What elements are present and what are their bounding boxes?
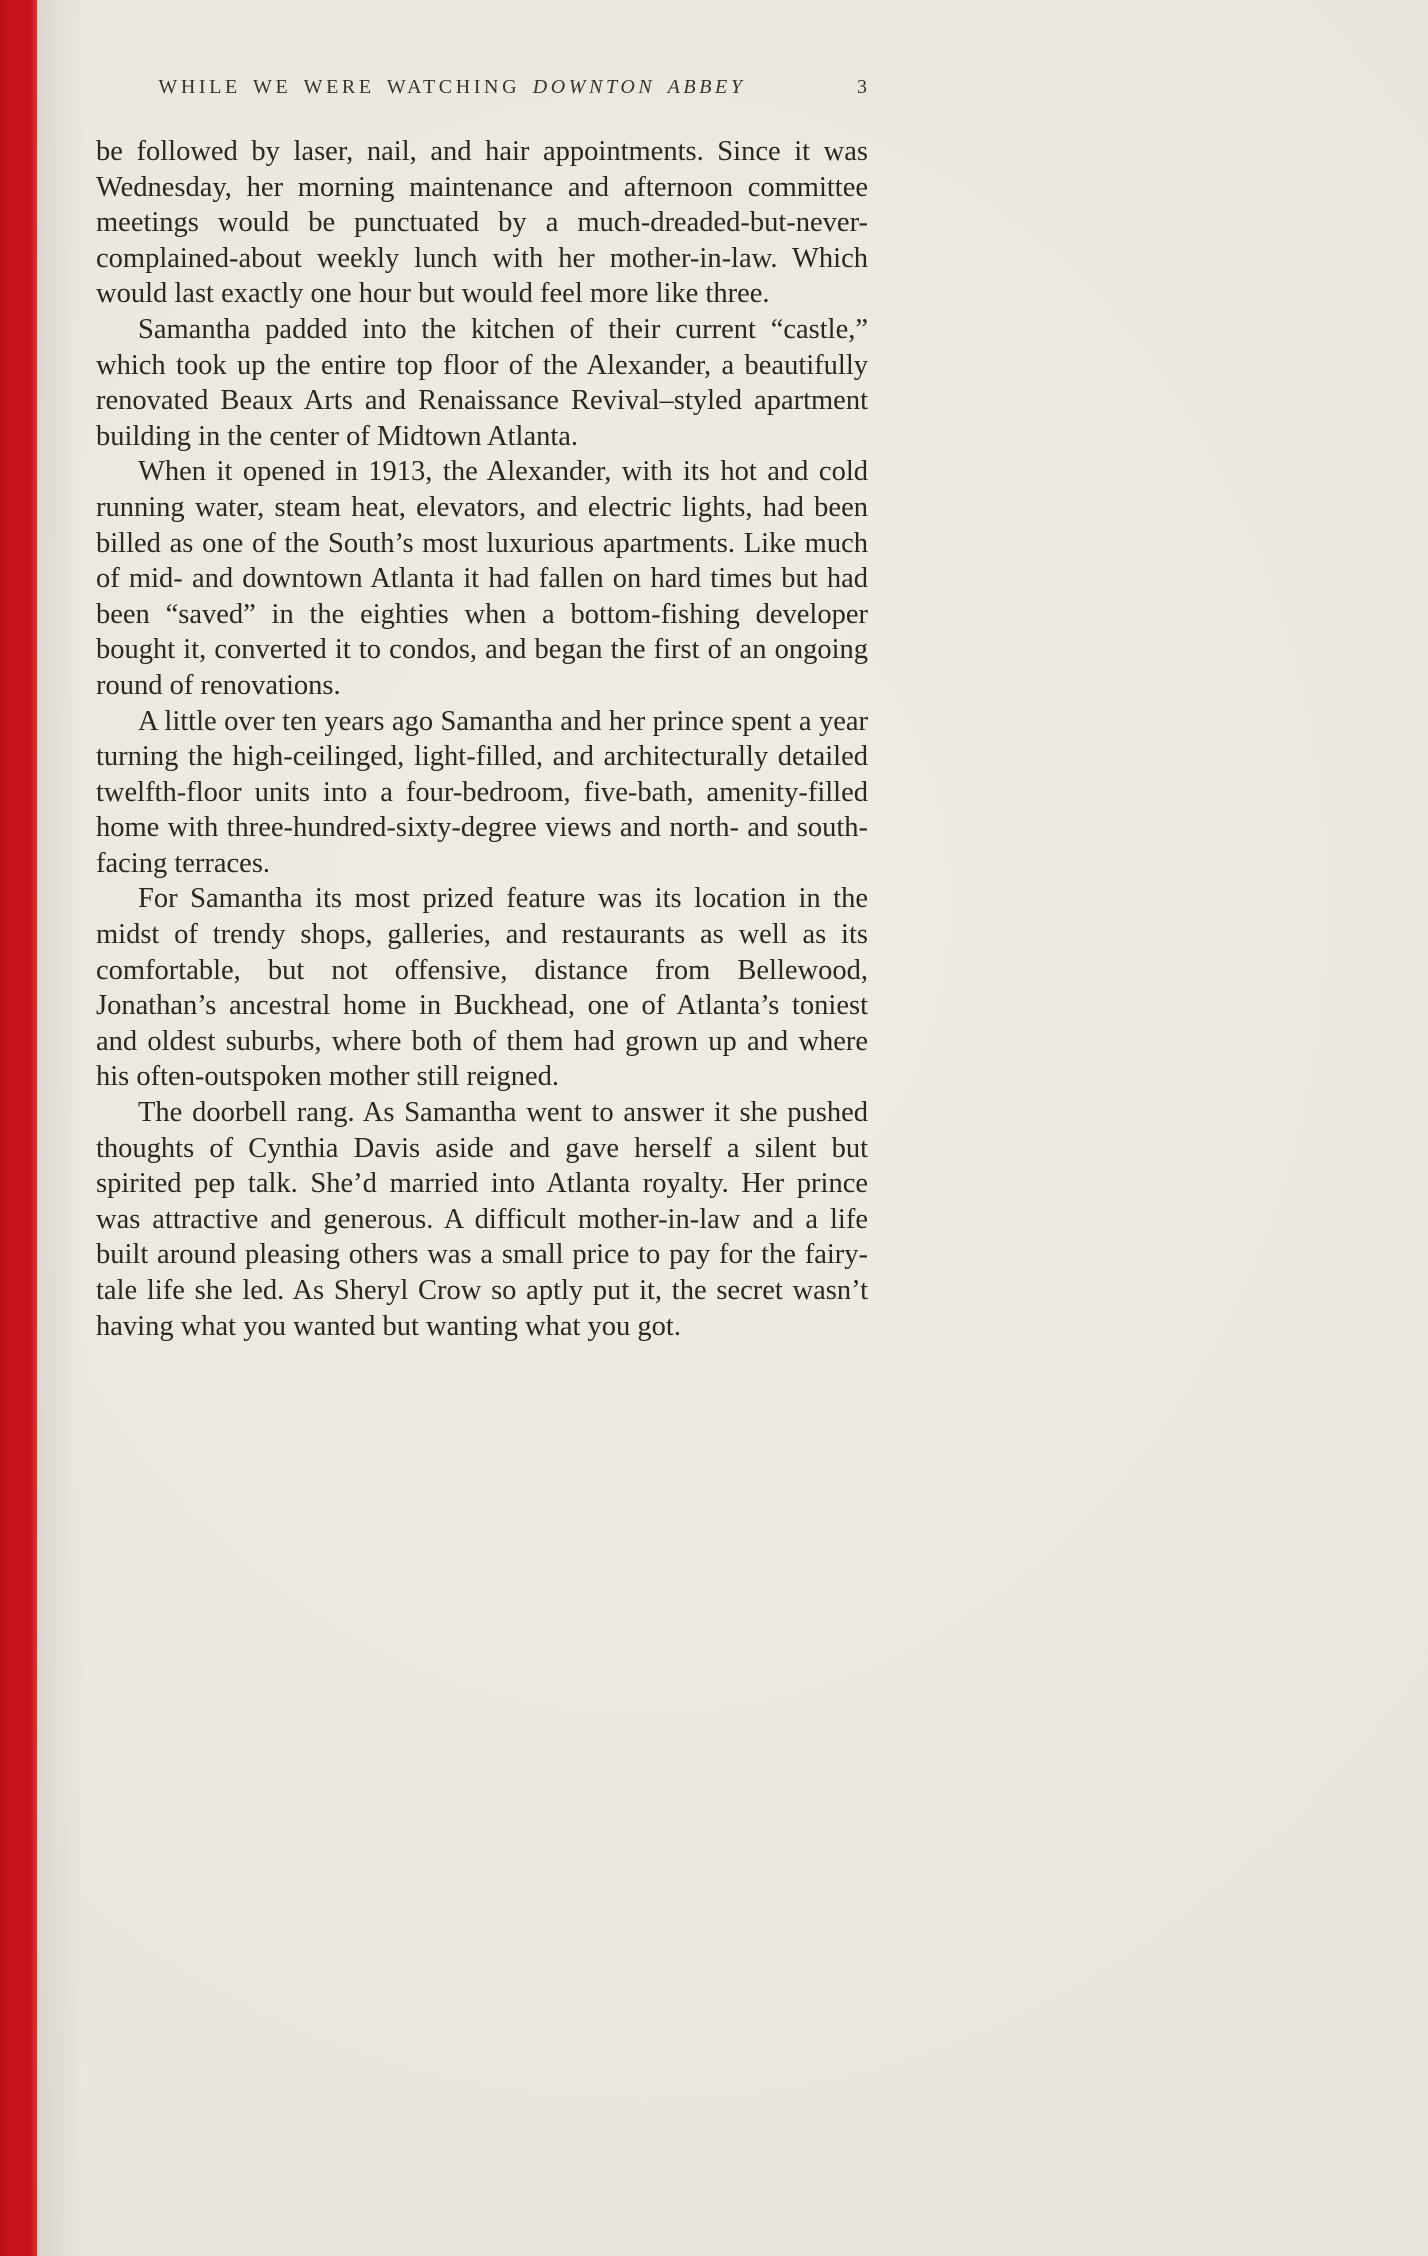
body-text [96, 134, 868, 1344]
paragraph: A little over ten years ago Samantha and her prince spent a year turning the high-ceilinged, light-filled, and architecturally detailed twelfth-floor units into a four-bedroom, five-bath, amenity-filled home with three-hundred-sixty-degree views and north- and south-facing terraces. [96, 705, 868, 879]
running-title [96, 76, 808, 99]
running-title-text: WHILE WE WERE WATCHING [158, 76, 533, 98]
paragraph: be followed by laser, nail, and hair appointments. Since it was Wednesday, her morning maintenance and afternoon committee meetings would be punctuated by a much-dreaded-but-never-complained-about weekly lunch with her mother-in-law. Which would last exactly one hour but would feel more like three. [96, 136, 868, 310]
page-header [96, 76, 868, 106]
page-number: 3 [857, 76, 868, 98]
paragraph: Samantha padded into the kitchen of their current “castle,” which took up the entire top floor of the Alexander, a beautifully renovated Beaux Arts and Renaissance Revival–styled apartment building in the center of Midtown Atlanta. [96, 313, 868, 452]
paragraph: The doorbell rang. As Samantha went to answer it she pushed thoughts of Cynthia Davis aside and gave herself a silent but spirited pep talk. She’d married into Atlanta royalty. Her prince was attractive and generous. A difficult mother-in-law and a life built around pleasing others was a small price to pay for the fairy-tale life she led. As Sheryl Crow so aptly put it, the secret wasn’t having what you wanted but wanting what you got. [96, 1097, 868, 1342]
paragraph: For Samantha its most prized feature was its location in the midst of trendy shops, galleries, and restaurants as well as its comfortable, but not offensive, distance from Bellewood, Jonathan’s ancestral home in Buckhead, one of Atlanta’s toniest and oldest suburbs, where both of them had grown up and where his often-outspoken mother still reigned. [96, 883, 868, 1093]
paragraph: When it opened in 1913, the Alexander, with its hot and cold running water, steam heat, elevators, and electric lights, had been billed as one of the South’s most luxurious apartments. Like much of mid- and downtown Atlanta it had fallen on hard times but had been “saved” in the eighties when a bottom-fishing developer bought it, converted it to condos, and began the first of an ongoing round of renovations. [96, 456, 868, 701]
running-title-italic: DOWNTON ABBEY [532, 76, 746, 98]
